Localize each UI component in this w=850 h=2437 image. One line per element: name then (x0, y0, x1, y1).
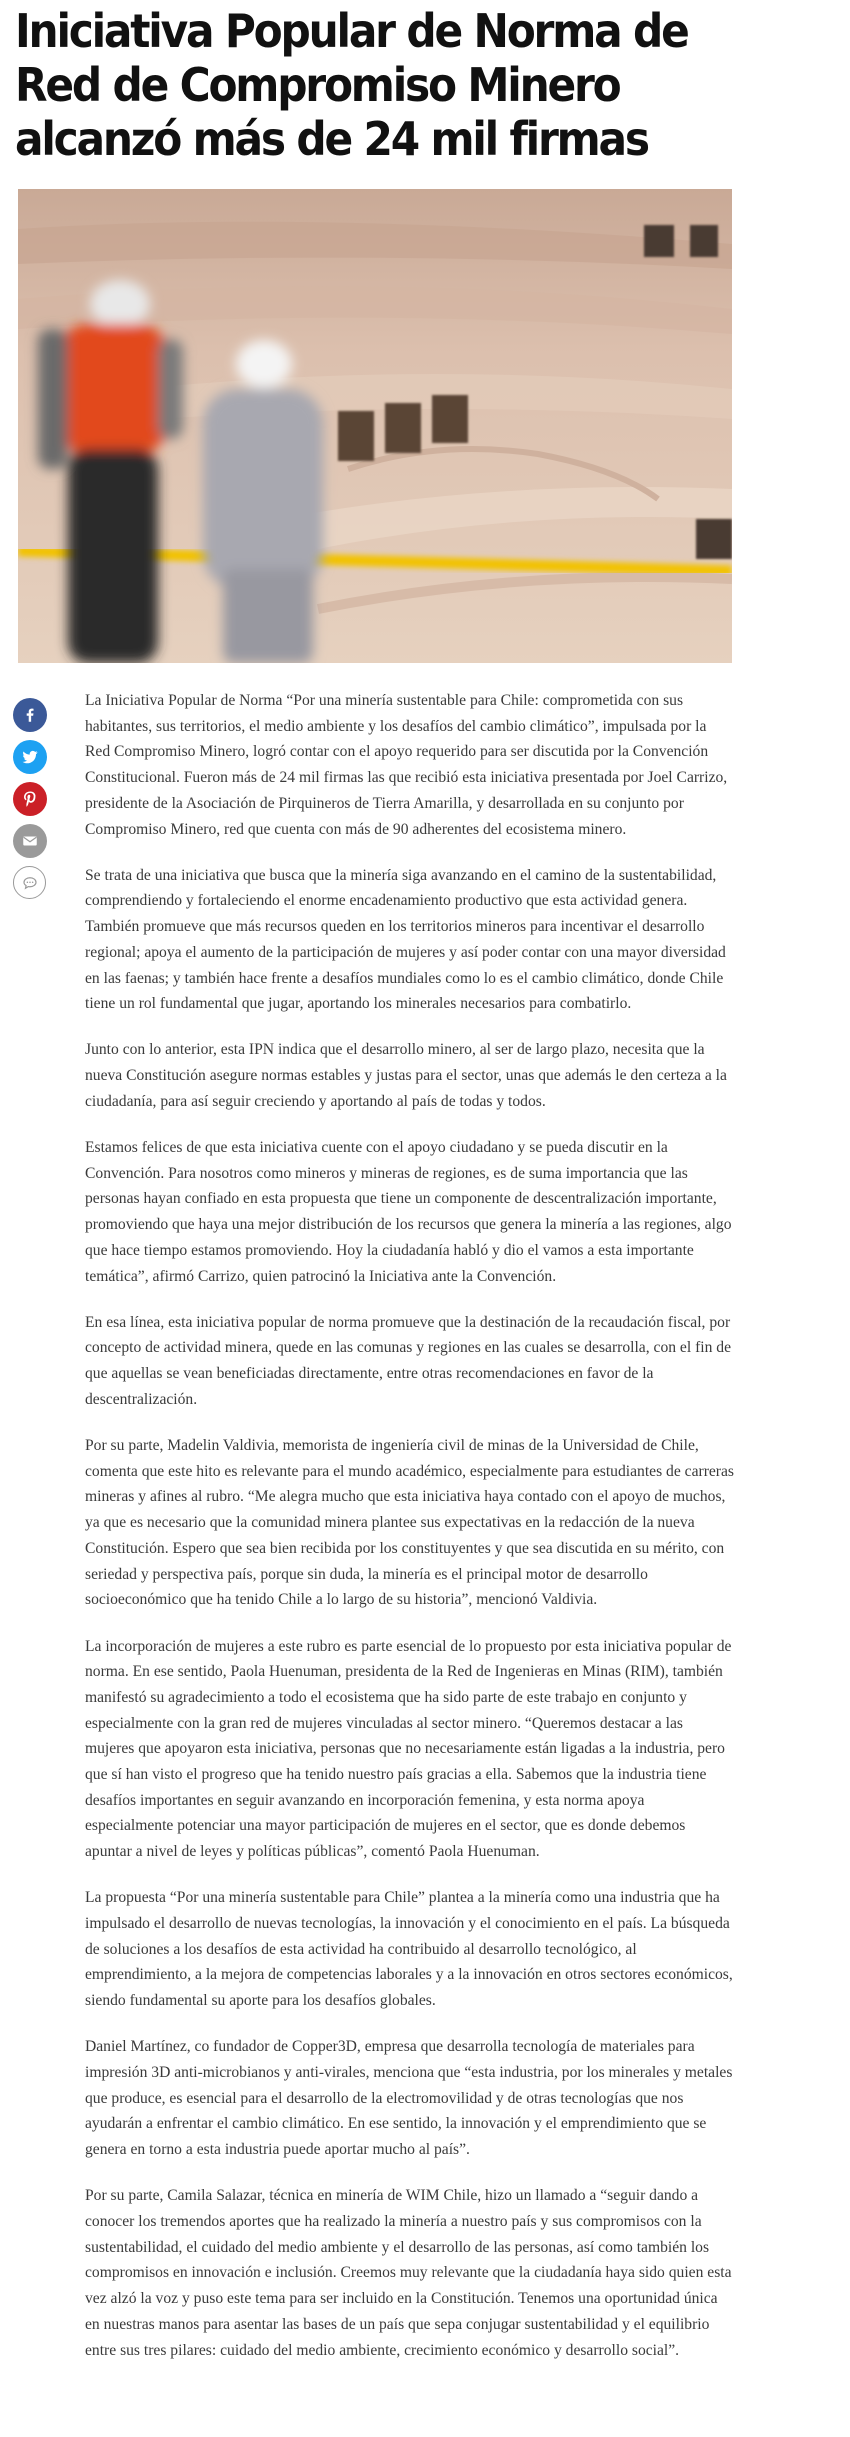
pinterest-icon (21, 790, 39, 808)
twitter-share-button[interactable] (13, 740, 47, 774)
article-paragraph: Estamos felices de que esta iniciativa cuente con el apoyo ciudadano y se pueda discutir en la Convención. Para nosotros como mineros y mineras de regiones, es de suma importancia que las personas hayan confiado en esta propuesta que tiene un componente de descentralización importante, promoviendo que haya una mejor distribución de los recursos que genera la minería a las regiones, algo que hace tiempo estamos promoviendo. Hoy la ciudadanía habló y dio el vamos a esta importante temática”, afirmó Carrizo, quien patrocinó la Iniciativa ante la Convención. (85, 1139, 732, 1285)
article-title: Iniciativa Popular de Norma de Red de Compromiso Minero alcanzó más de 24 mil firmas (15, 4, 688, 166)
article-paragraph: Por su parte, Madelin Valdivia, memorista de ingeniería civil de minas de la Universidad de Chile, comenta que este hito es relevante para el mundo académico, especialmente para estudiantes de carreras mineras y afines al rubro. “Me alegra mucho que esta iniciativa haya contado con el apoyo de muchos, ya que es necesario que la comunidad minera plantee sus expectativas en la redacción de la nueva Constitución. Espero que sea bien recibida por los constituyentes y que sea discutida en su mérito, con seriedad y perspectiva país, porque sin duda, la minería es el principal motor de desarrollo socioeconómico que ha tenido Chile a lo largo de su historia”, mencionó Valdivia. (85, 1437, 734, 1609)
comment-button[interactable] (13, 866, 46, 899)
article-paragraph: Por su parte, Camila Salazar, técnica en minería de WIM Chile, hizo un llamado a “seguir dando a conocer los tremendos aportes que ha realizado la minería a nuestro país y sus compromisos con la sustentabilidad, el cuidado del medio ambiente y el desarrollo de las personas, así como también los compromisos en innovación e inclusión. Creemos muy relevante que la ciudadanía haya sido quien esta vez alzó la voz y puso este tema para ser incluido en la Constitución. Tenemos una oportunidad única en nuestras manos para asentar las bases de un país que sepa conjugar sustentabilidad y el equilibrio entre sus tres pilares: cuidado del medio ambiente, crecimiento económico y desarrollo social”. (85, 2187, 732, 2359)
email-icon (21, 832, 39, 850)
comment-icon (21, 874, 39, 892)
mine-photo (18, 189, 732, 663)
article-paragraph: La incorporación de mujeres a este rubro es parte esencial de lo propuesto por esta iniciativa popular de norma. En ese sentido, Paola Huenuman, presidenta de la Red de Ingenieras en Minas (RIM), también manifestó su agradecimiento a todo el ecosistema que ha sido parte de este trabajo en conjunto y especialmente con la gran red de mujeres vinculadas al sector minero. “Queremos destacar a las mujeres que apoyaron esta iniciativa, personas que no necesariamente están ligadas a la industria, pero que sí han visto el progreso que ha tenido nuestro país gracias a ella. Sabemos que la industria tiene desafíos importantes en seguir avanzando en incorporación femenina, y esta norma apoya especialmente potenciar una mayor participación de mujeres en el sector, que es donde debemos apuntar a nivel de leyes y políticas públicas”, comentó Paola Huenuman. (85, 1637, 732, 1861)
article-paragraph: La propuesta “Por una minería sustentable para Chile” plantea a la minería como una industria que ha impulsado el desarrollo de nuevas tecnologías, la innovación y el conocimiento en el país. La búsqueda de soluciones a los desafíos de esta actividad ha contribuido al desarrollo tecnológico, al emprendimiento, a la mejora de competencias laborales y a la innovación en otros sectores económicos, siendo fundamental su aporte para los desafíos globales. (85, 1889, 733, 2010)
article-paragraph: Daniel Martínez, co fundador de Copper3D, empresa que desarrolla tecnología de materiales para impresión 3D anti-microbianos y anti-virales, menciona que “esta industria, por los minerales y metales que produce, es esencial para el desarrollo de la electromovilidad y de otras tecnologías que nos ayudarán a enfrentar el cambio climático. En ese sentido, la innovación y el emprendimiento que se genera en torno a esta industria puede aportar mucho al país”. (85, 2038, 733, 2159)
article-paragraph: Junto con lo anterior, esta IPN indica que el desarrollo minero, al ser de largo plazo, necesita que la nueva Constitución asegure normas estables y justas para el sector, unas que además le den certeza a la ciudadanía, para así seguir creciendo y aportando al país de todas y todos. (85, 1041, 727, 1110)
hero-image (18, 189, 732, 663)
share-bar (13, 698, 49, 907)
article-paragraph: En esa línea, esta iniciativa popular de norma promueve que la destinación de la recaudación fiscal, por concepto de actividad minera, quede en las comunas y regiones en las cuales se desarrolla, con el fin de que aquellas se vean beneficiadas directamente, entre otras recomendaciones en favor de la descentralización. (85, 1313, 732, 1408)
article-body (85, 688, 735, 2384)
facebook-share-button[interactable] (13, 698, 47, 732)
twitter-icon (21, 748, 39, 766)
email-share-button[interactable] (13, 824, 47, 858)
article-paragraph: Se trata de una iniciativa que busca que la minería siga avanzando en el camino de la sustentabilidad, comprendiendo y fortaleciendo el enorme encadenamiento productivo que esta actividad genera. También promueve que más recursos queden en los territorios mineros para incentivar el desarrollo regional; apoya el aumento de la participación de mujeres y así poder contar con una mayor diversidad en las faenas; y también hace frente a desafíos mundiales como lo es el cambio climático, donde Chile tiene un rol fundamental que jugar, aportando los minerales necesarios para combatirlo. (85, 866, 726, 1013)
article-paragraph: La Iniciativa Popular de Norma “Por una minería sustentable para Chile: comprometida con sus habitantes, sus territorios, el medio ambiente y los desafíos del cambio climático”, impulsada por la Red Compromiso Minero, logró contar con el apoyo requerido para ser discutida por la Convención Constitucional. Fueron más de 24 mil firmas las que recibió esta iniciativa presentada por Joel Carrizo, presidente de la Asociación de Pirquineros de Tierra Amarilla, y desarrollada en su conjunto por Compromiso Minero, red que cuenta con más de 90 adherentes del ecosistema minero. (85, 692, 728, 838)
pinterest-share-button[interactable] (13, 782, 47, 816)
facebook-icon (21, 706, 39, 724)
